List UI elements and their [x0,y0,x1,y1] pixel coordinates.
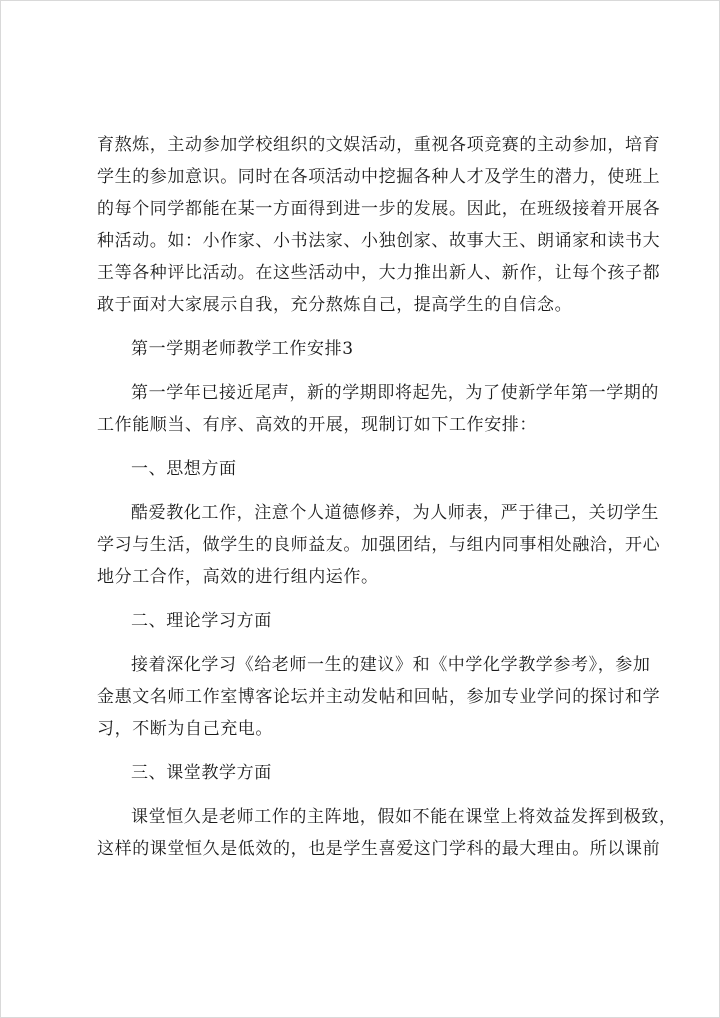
paragraph-classroom [97,801,677,865]
section-heading [97,333,637,365]
text-line: 习，不断为自己充电。 [97,719,273,739]
text-line: 敢于面对大家展示自我，充分熬炼自己，提高学生的自信念。 [97,295,573,315]
document-body [97,129,677,865]
subheading-theory [97,605,637,637]
text-line: 学生的参加意识。同时在各项活动中挖掘各种人才及学生的潜力，使班上 [97,167,661,187]
text-line: 育熬炼，主动参加学校组织的文娱活动，重视各项竞赛的主动参加，培育 [97,135,661,155]
subheading-text: 一、思想方面 [131,459,237,479]
subheading-thinking [97,453,637,485]
paragraph-intro [97,377,659,441]
text-line: 工作能顺当、有序、高效的开展，现制订如下工作安排： [97,415,537,435]
paragraph-theory [97,649,661,745]
paragraph-continuation [97,129,661,321]
text-line: 接着深化学习《给老师一生的建议》和《中学化学教学参考》，参加 [131,655,651,675]
text-line: 课堂恒久是老师工作的主阵地，假如不能在课堂上将效益发挥到极致， [131,807,677,827]
text-line: 酷爱教化工作，注意个人道德修养，为人师表，严于律己，关切学生 [131,503,659,523]
paragraph-thinking [97,497,661,593]
text-line: 学习与生活，做学生的良师益友。加强团结，与组内同事相处融洽，开心 [97,535,661,555]
subheading-text: 二、理论学习方面 [131,611,272,631]
text-line: 种活动。如：小作家、小书法家、小独创家、故事大王、朗诵家和读书大 [97,231,661,251]
text-line: 地分工合作，高效的进行组内运作。 [97,567,379,587]
heading-text: 第一学期老师教学工作安排3 [131,339,354,359]
text-line: 金惠文名师工作室博客论坛并主动发帖和回帖，参加专业学问的探讨和学 [97,687,661,707]
text-line: 这样的课堂恒久是低效的，也是学生喜爱这门学科的最大理由。所以课前 [97,839,661,859]
subheading-text: 三、课堂教学方面 [131,763,272,783]
text-line: 第一学年已接近尾声，新的学期即将起先，为了使新学年第一学期的 [131,383,659,403]
subheading-classroom [97,757,637,789]
text-line: 王等各种评比活动。在这些活动中，大力推出新人、新作，让每个孩子都 [97,263,661,283]
text-line: 的每个同学都能在某一方面得到进一步的发展。因此，在班级接着开展各 [97,199,661,219]
